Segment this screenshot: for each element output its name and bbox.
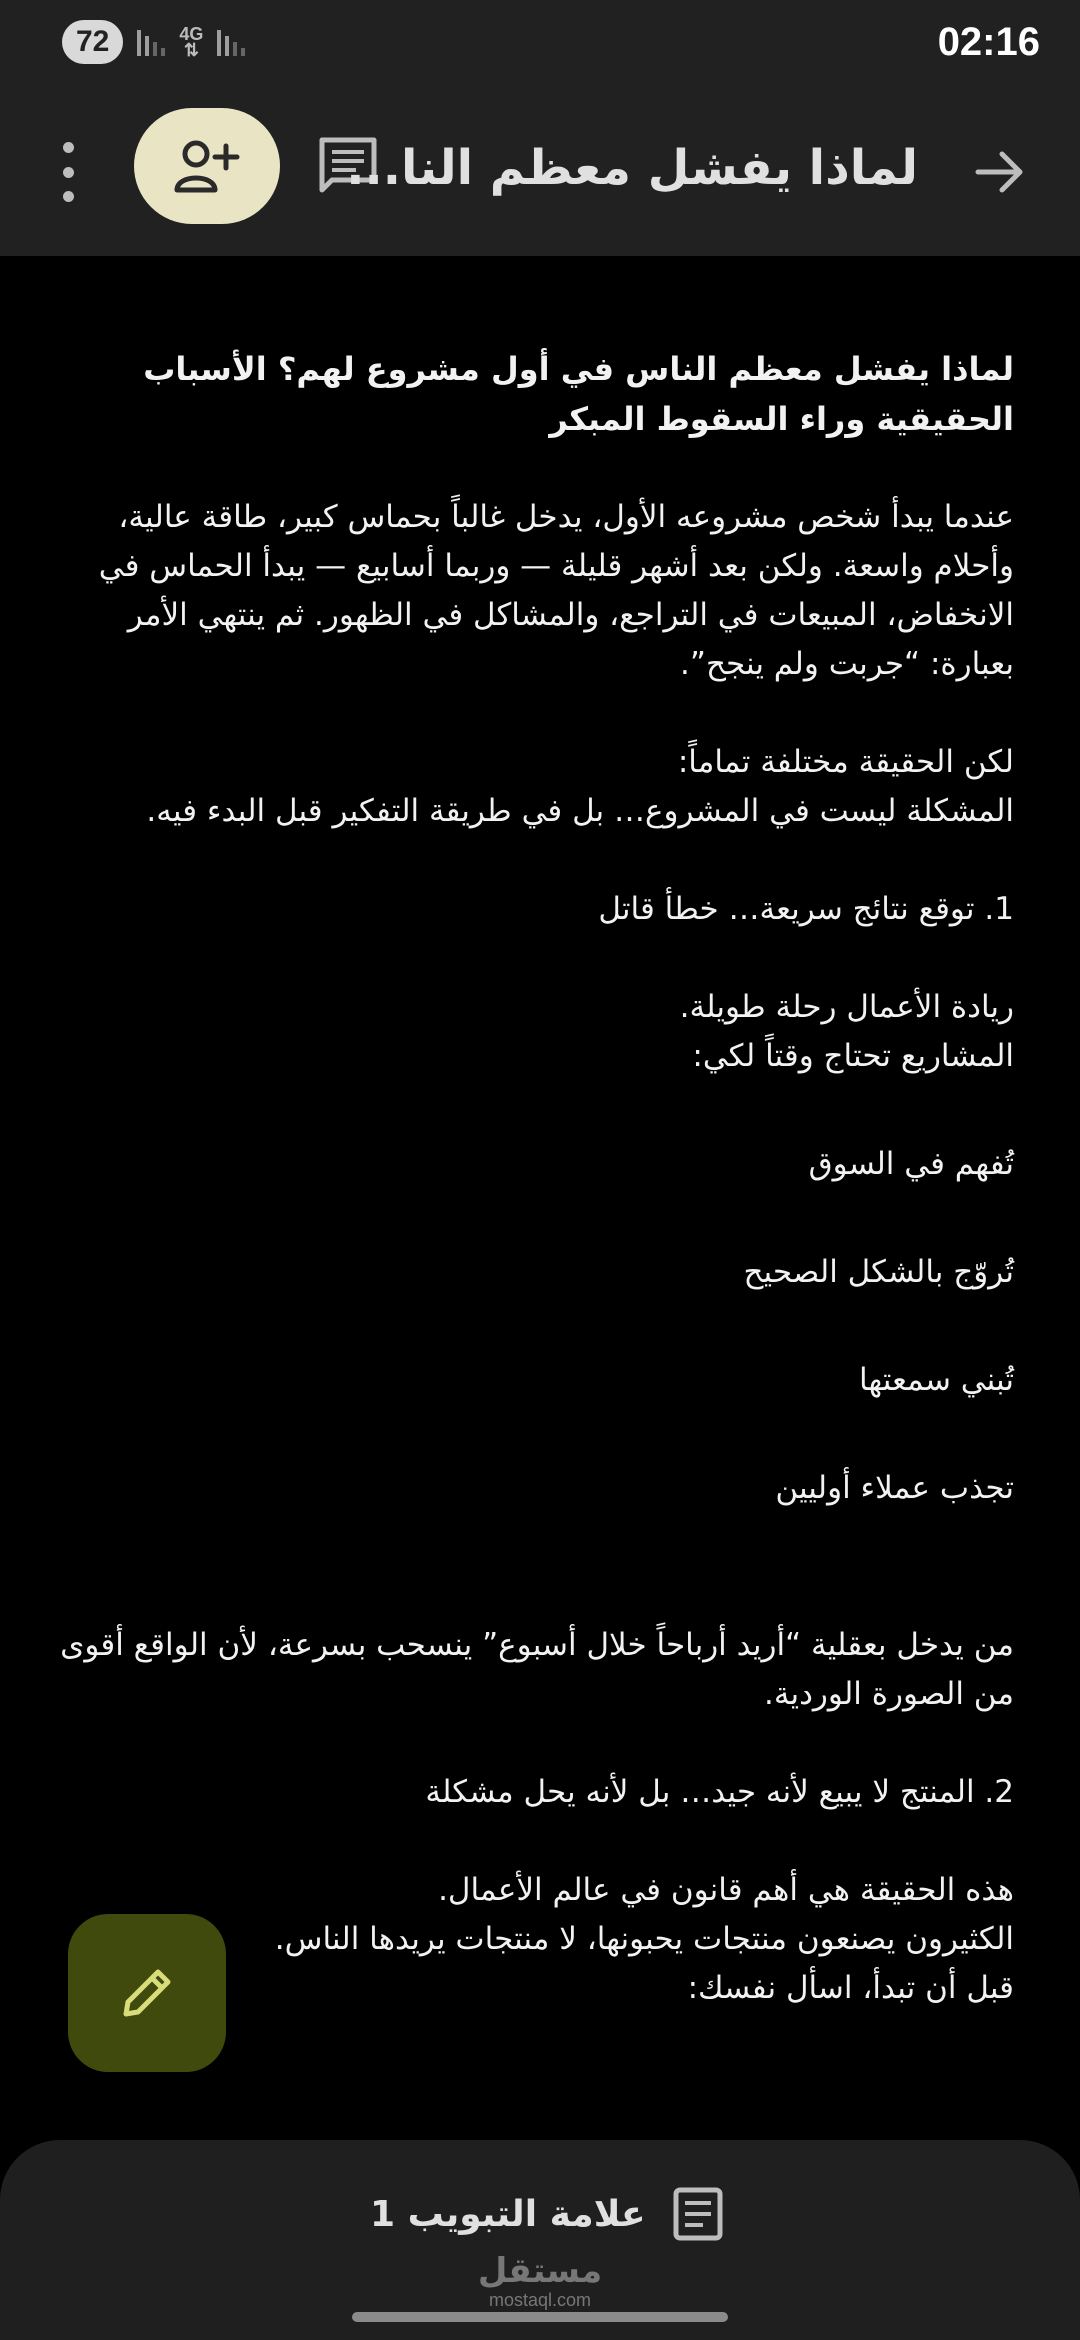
list-item: تجذب عملاء أوليين xyxy=(775,1470,1014,1506)
list-item: تُفهم في السوق xyxy=(808,1146,1014,1182)
network-type-label: 4G xyxy=(179,24,204,44)
network-type-icon: 4G ⇅ xyxy=(179,24,204,60)
mostaql-watermark xyxy=(470,2252,610,2310)
person-add-icon xyxy=(174,138,240,194)
point-1-line-2: المشاريع تحتاج وقتاً لكي: xyxy=(692,1038,1014,1074)
status-indicators xyxy=(62,20,245,64)
document-lines-icon xyxy=(672,2186,724,2242)
point-1-line-1: ريادة الأعمال رحلة طويلة. xyxy=(679,989,1014,1025)
edit-pencil-icon xyxy=(118,1964,176,2022)
point-2-line-3: قبل أن تبدأ، اسأل نفسك: xyxy=(687,1970,1014,2006)
truth-line-1: لكن الحقيقة مختلفة تماماً: xyxy=(677,744,1014,780)
intro-paragraph: عندما يبدأ شخص مشروعه الأول، يدخل غالباً بحماس كبير، طاقة عالية، وأحلام واسعة. ولكن بعد أشهر قليلة — وربما أسابيع — يبدأ الحماس في الانخفاض، المبيعات في التراجع، والمشاكل في الظهور. ثم ينتهي الأمر بعبارة: “جربت ولم ينجح”. xyxy=(98,499,1014,682)
tab-label: علامة التبويب 1 xyxy=(370,2193,646,2235)
status-bar xyxy=(0,0,1080,84)
document-title: لماذا يفشل معظم النا... xyxy=(346,140,918,196)
tab-bookmark-1[interactable] xyxy=(370,2182,724,2246)
point-2-line-1: هذه الحقيقة هي أهم قانون في عالم الأعمال. xyxy=(438,1872,1014,1908)
bottom-tab-bar xyxy=(0,2140,1080,2340)
signal-strength-icon-2 xyxy=(217,28,245,56)
list-item: تُبني سمعتها xyxy=(859,1362,1014,1398)
watermark-latin: mostaql.com xyxy=(488,2290,592,2310)
document-body[interactable] xyxy=(60,256,1014,2136)
add-collaborator-button[interactable] xyxy=(134,108,280,224)
truth-line-2: المشكلة ليست في المشروع… بل في طريقة التفكير قبل البدء فيه. xyxy=(146,793,1014,829)
arrow-forward-icon[interactable] xyxy=(972,144,1028,200)
signal-strength-icon xyxy=(137,28,165,56)
point-2-line-2: الكثيرون يصنعون منتجات يحبونها، لا منتجات يريدها الناس. xyxy=(274,1921,1014,1957)
point-1-conclusion: من يدخل بعقلية “أريد أرباحاً خلال أسبوع” ينسحب بسرعة، لأن الواقع أقوى من الصورة الوردية. xyxy=(60,1627,1014,1712)
watermark-arabic: مستقل xyxy=(477,2251,603,2291)
top-app-bar xyxy=(0,84,1080,256)
point-2-title: 2. المنتج لا يبيع لأنه جيد… بل لأنه يحل مشكلة xyxy=(425,1774,1014,1810)
edit-fab-button[interactable] xyxy=(68,1914,226,2072)
status-clock: 02:16 xyxy=(937,19,1040,64)
home-indicator[interactable] xyxy=(352,2312,728,2322)
more-vert-icon[interactable] xyxy=(48,142,88,202)
point-1-title: 1. توقع نتائج سريعة… خطأ قاتل xyxy=(598,891,1014,927)
list-item: تُروّج بالشكل الصحيح xyxy=(743,1254,1014,1290)
battery-indicator: 72 xyxy=(62,20,123,64)
document-heading: لماذا يفشل معظم الناس في أول مشروع لهم؟ الأسباب الحقيقية وراء السقوط المبكر xyxy=(143,350,1014,438)
